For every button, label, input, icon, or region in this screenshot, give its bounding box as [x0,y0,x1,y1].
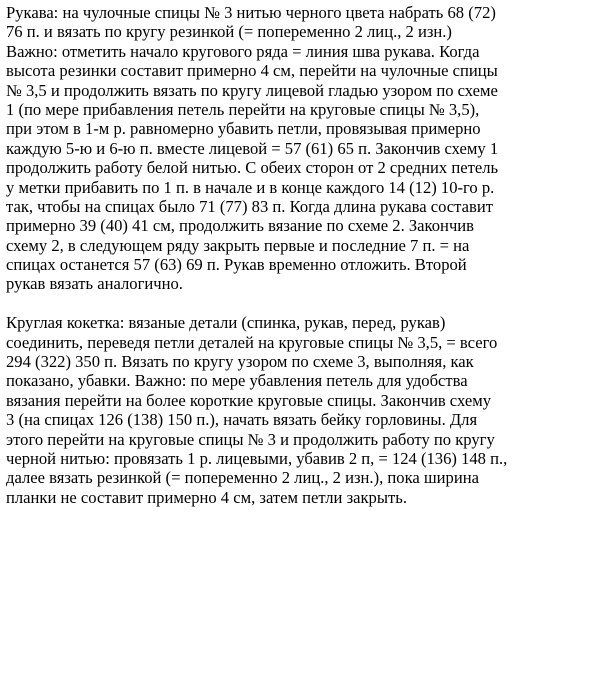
text-line: высота резинки составит примерно 4 см, перейти на чулочные спицы [6,61,498,81]
text-line: 3 (на спицах 126 (138) 150 п.), начать вязать бейку горловины. Для [6,410,478,430]
paragraph-spacer [6,294,598,313]
text-line: схему 2, в следующем ряду закрыть первые и последние 7 п. = на [6,235,470,255]
text-line: спицах останется 57 (63) 69 п. Рукав временно отложить. Второй [6,255,467,275]
text-line: примерно 39 (40) 41 см, продолжить вязание по схеме 2. Закончив [6,216,475,236]
paragraph-sleeve [6,3,598,294]
text-line: Рукава: на чулочные спицы № 3 нитью черного цвета набрать 68 (72) [6,3,496,22]
text-line: при этом в 1-м р. равномерно убавить петли, провязывая примерно [6,119,481,139]
text-line: вязания перейти на более короткие круговые спицы. Закончив схему [6,390,492,410]
text-line: этого перейти на круговые спицы № 3 и продолжить работу по кругу [6,429,495,449]
text-line: показано, убавки. Важно: по мере убавления петель для удобства [6,371,468,391]
text-line: 1 (по мере прибавления петель перейти на круговые спицы № 3,5), [6,99,480,119]
text-line: планки не составит примерно 4 см, затем петли закрыть. [6,487,407,507]
text-line: соединить, переведя петли деталей на круговые спицы № 3,5, = всего [6,332,498,352]
document-body [6,3,598,507]
text-line: Круглая кокетка: вязаные детали (спинка, рукав, перед, рукав) [6,313,446,333]
text-line: черной нитью: провязать 1 р. лицевыми, убавив 2 п, = 124 (136) 148 п., [6,448,508,468]
text-line: 76 п. и вязать по кругу резинкой (= попеременно 2 лиц., 2 изн.) [6,22,452,42]
text-line: продолжить работу белой нитью. С обеих сторон от 2 средних петель [6,158,499,178]
text-line: у метки прибавить по 1 п. в начале и в конце каждого 14 (12) 10-го р. [6,177,495,197]
text-line: каждую 5-ю и 6-ю п. вместе лицевой = 57 (61) 65 п. Закончив схему 1 [6,138,499,158]
text-line: далее вязать резинкой (= попеременно 2 лиц., 2 изн.), пока ширина [6,468,479,488]
text-line: рукав вязать аналогично. [6,274,183,294]
text-line: так, чтобы на спицах было 71 (77) 83 п. Когда длина рукава составит [6,196,493,216]
text-line: Важно: отметить начало кругового ряда = линия шва рукава. Когда [6,41,480,61]
paragraph-yoke [6,313,598,507]
text-line: № 3,5 и продолжить вязать по кругу лицевой гладью узором по схеме [6,80,498,100]
text-line: 294 (322) 350 п. Вязать по кругу узором по схеме 3, выполняя, как [6,352,474,372]
